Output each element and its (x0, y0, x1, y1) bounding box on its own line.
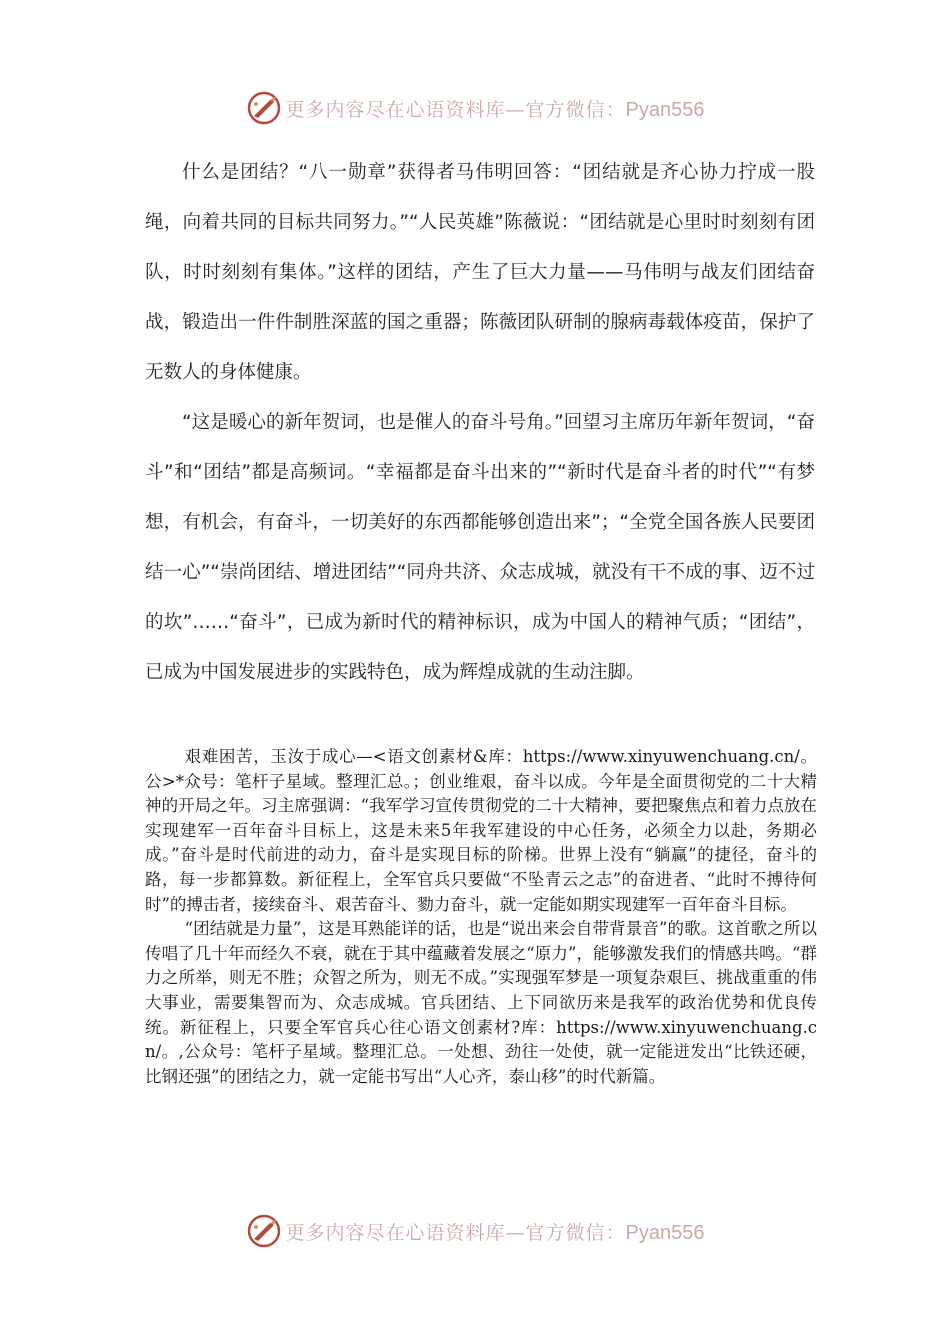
article-section-2 (145, 745, 817, 1089)
footer-wechat-id: Pyan556 (625, 1221, 705, 1244)
header-banner (0, 88, 950, 128)
article-section-1 (145, 148, 815, 698)
pen-circle-logo-icon (246, 90, 282, 126)
paragraph-1: 什么是团结？“八一勋章”获得者马伟明回答：“团结就是齐心协力拧成一股绳，向着共同的目标共同努力。”“人民英雄”陈薇说：“团结就是心里时时刻刻有团队，时时刻刻有集体。”这样的团结，产生了巨大力量——马伟明与战友们团结奋战，锻造出一件件制胜深蓝的国之重器；陈薇团队研制的腺病毒载体疫苗，保护了无数人的身体健康。 (145, 162, 815, 383)
paragraph-2: “这是暖心的新年贺词，也是催人的奋斗号角。”回望习主席历年新年贺词，“奋斗”和“团结”都是高频词。“幸福都是奋斗出来的”“新时代是奋斗者的时代”“有梦想，有机会，有奋斗，一切美好的东西都能够创造出来”；“全党全国各族人民要团结一心”“崇尚团结、增进团结”“同舟共济、众志成城，就没有干不成的事、迈不过的坎”……“奋斗”，已成为新时代的精神标识，成为中国人的精神气质；“团结”，已成为中国发展进步的实践特色，成为辉煌成就的生动注脚。 (145, 412, 815, 683)
paragraph-4: “团结就是力量”，这是耳熟能详的话，也是“说出来会自带背景音”的歌。这首歌之所以传唱了几十年而经久不衰，就在于其中蕴藏着发展之“原力”，能够激发我们的情感共鸣。“群力之所举，则无不胜；众智之所为，则无不成。”实现强军梦是一项复杂艰巨、挑战重重的伟大事业，需要集智而为、众志成城。官兵团结、上下同欲历来是我军的政治优势和优良传统。新征程上，只要全军官兵心往心语文创素材?库：https://www.xinyuwenchuang.cn/。,公众号：笔杆子星域。整理汇总。一处想、劲往一处使，就一定能迸发出“比铁还硬，比钢还强”的团结之力，就一定能书写出“人心齐，泰山移”的时代新篇。 (145, 919, 817, 1086)
header-wechat-id: Pyan556 (625, 98, 705, 121)
footer-text: 更多内容尽在心语资料库—官方微信：Pyan556 (285, 1221, 705, 1244)
paragraph-3: 艰难困苦，玉汝于成心—<语文创素材&库：https://www.xinyuwenchuang.cn/。公>*众号：笔杆子星域。整理汇总。；创业维艰，奋斗以成。今年是全面贯彻党的二十大精神的开局之年。习主席强调：“我军学习宣传贯彻党的二十大精神，要把聚焦点和着力点放在实现建军一百年奋斗目标上，这是未来5年我军建设的中心任务，必须全力以赴，务期必成。”奋斗是时代前进的动力，奋斗是实现目标的阶梯。世界上没有“躺赢”的捷径，奋斗的路，每一步都算数。新征程上，全军官兵只要做“不坠青云之志”的奋进者、“此时不搏待何时”的搏击者，接续奋斗、艰苦奋斗、勠力奋斗，就一定能如期实现建军一百年奋斗目标。 (145, 747, 817, 914)
footer-banner (0, 1211, 950, 1251)
pen-circle-logo-icon (246, 1213, 282, 1249)
header-text: 更多内容尽在心语资料库—官方微信：Pyan556 (285, 98, 705, 121)
